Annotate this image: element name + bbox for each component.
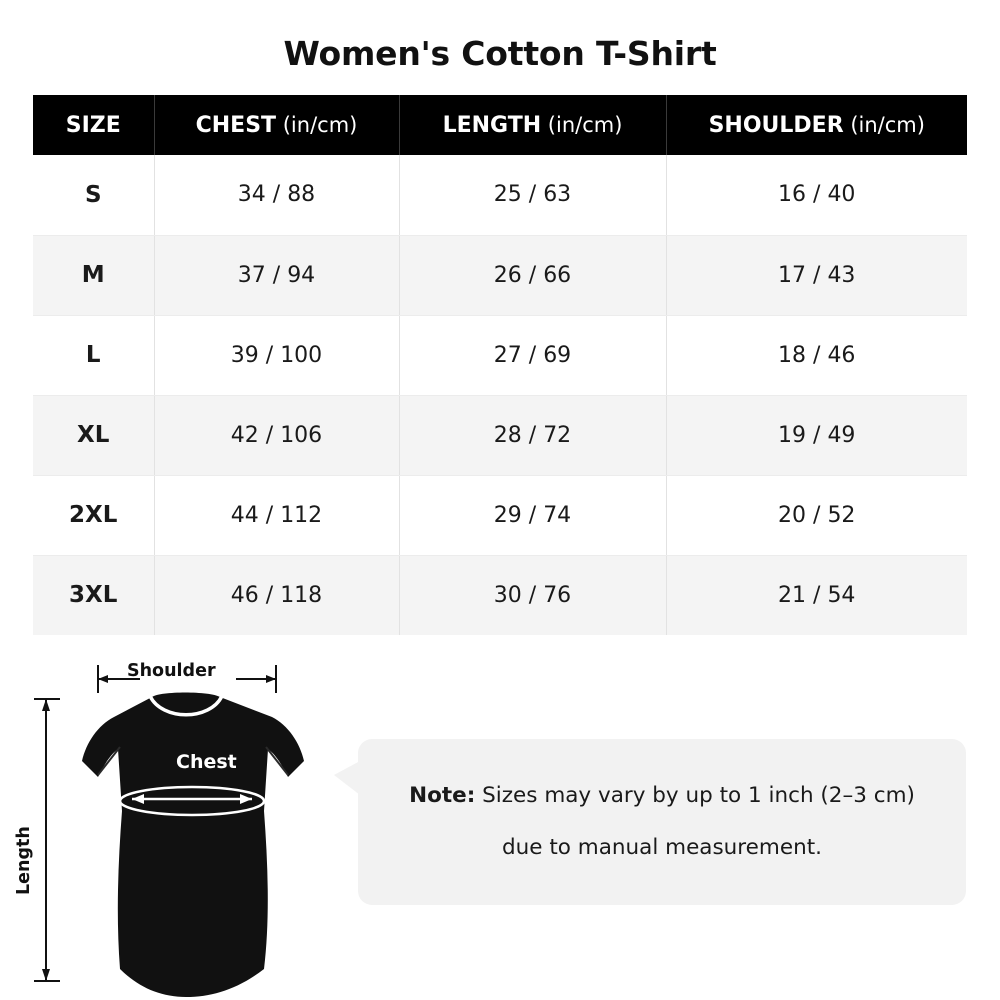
note-line-1 — [409, 783, 915, 809]
cell-chest: 37 / 94 — [154, 235, 399, 315]
measurement-diagram-section — [0, 651, 1000, 999]
column-header-chest — [154, 95, 399, 155]
column-header-size — [33, 95, 154, 155]
callout-tail-icon — [334, 761, 360, 795]
note-callout — [358, 739, 966, 905]
cell-chest: 46 / 118 — [154, 555, 399, 635]
note-label: Note: — [409, 783, 476, 809]
table-row — [33, 315, 967, 395]
cell-size: S — [33, 155, 154, 235]
cell-length: 29 / 74 — [399, 475, 666, 555]
shoulder-label: Shoulder — [127, 661, 216, 681]
tshirt-svg — [20, 651, 350, 999]
column-header-length-label: LENGTH — [442, 112, 542, 138]
length-label: Length — [14, 826, 34, 895]
cell-size: 3XL — [33, 555, 154, 635]
chest-label: Chest — [176, 751, 237, 773]
column-header-shoulder-unit: (in/cm) — [843, 112, 925, 137]
size-table — [33, 95, 967, 635]
cell-size: L — [33, 315, 154, 395]
tshirt-illustration — [20, 651, 350, 999]
column-header-shoulder — [666, 95, 967, 155]
column-header-length-unit: (in/cm) — [541, 112, 623, 137]
cell-size: M — [33, 235, 154, 315]
cell-chest: 44 / 112 — [154, 475, 399, 555]
note-line-2: due to manual measurement. — [502, 835, 822, 860]
column-header-size-label: SIZE — [65, 112, 121, 138]
table-row — [33, 475, 967, 555]
cell-shoulder: 18 / 46 — [666, 315, 967, 395]
cell-chest: 39 / 100 — [154, 315, 399, 395]
table-header-row — [33, 95, 967, 155]
table-row — [33, 155, 967, 235]
cell-shoulder: 16 / 40 — [666, 155, 967, 235]
table-body — [33, 155, 967, 635]
length-dimension-line — [34, 699, 60, 981]
column-header-chest-unit: (in/cm) — [276, 112, 358, 137]
tshirt-shape — [82, 693, 304, 998]
cell-length: 26 / 66 — [399, 235, 666, 315]
column-header-shoulder-label: SHOULDER — [708, 112, 844, 138]
table-row — [33, 555, 967, 635]
cell-shoulder: 21 / 54 — [666, 555, 967, 635]
cell-shoulder: 20 / 52 — [666, 475, 967, 555]
cell-length: 30 / 76 — [399, 555, 666, 635]
column-header-chest-label: CHEST — [195, 112, 277, 138]
cell-shoulder: 17 / 43 — [666, 235, 967, 315]
cell-length: 25 / 63 — [399, 155, 666, 235]
table-row — [33, 235, 967, 315]
table-header — [33, 95, 967, 155]
cell-size: 2XL — [33, 475, 154, 555]
table-row — [33, 395, 967, 475]
cell-size: XL — [33, 395, 154, 475]
note-line-1-text: Sizes may vary by up to 1 inch (2–3 cm) — [475, 783, 915, 809]
cell-length: 28 / 72 — [399, 395, 666, 475]
cell-length: 27 / 69 — [399, 315, 666, 395]
cell-chest: 34 / 88 — [154, 155, 399, 235]
cell-shoulder: 19 / 49 — [666, 395, 967, 475]
cell-chest: 42 / 106 — [154, 395, 399, 475]
page-title: Women's Cotton T-Shirt — [283, 34, 717, 73]
column-header-length — [399, 95, 666, 155]
size-table-container — [33, 95, 967, 635]
